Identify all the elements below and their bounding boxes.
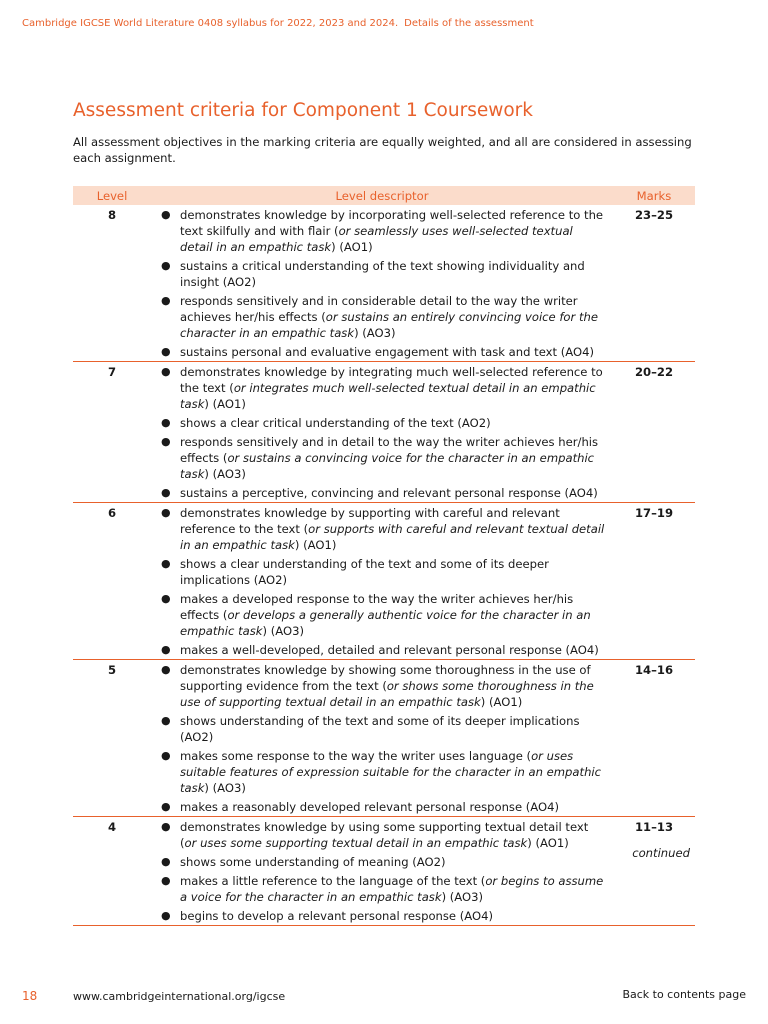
descriptor-item xyxy=(151,662,613,710)
marks-cell: 20–22 xyxy=(634,365,674,379)
descriptor-list xyxy=(151,662,613,815)
descriptor-text: makes a well-developed, detailed and relevant personal response (AO4) xyxy=(180,643,599,657)
descriptor-italic-text: or sustains an entirely convincing voice for the character in an empathic task xyxy=(180,310,599,340)
descriptor-text: ) (AO1) xyxy=(480,695,523,709)
descriptor-text: ) (AO1) xyxy=(527,836,569,850)
bullet-icon: ● xyxy=(161,259,171,272)
descriptor-list xyxy=(151,364,613,501)
bullet-icon: ● xyxy=(161,749,171,762)
descriptor-item xyxy=(151,344,613,360)
intro-paragraph: All assessment objectives in the marking criteria are equally weighted, and all are considered in assessing each assignment. xyxy=(73,135,692,165)
descriptor-text: makes a reasonably developed relevant personal response (AO4) xyxy=(180,800,560,814)
descriptor-italic-text: or develops a generally authentic voice for the character in an empathic task xyxy=(180,608,591,638)
descriptor-text: ) (AO1) xyxy=(331,240,373,254)
descriptor-text: ) (AO3) xyxy=(441,890,484,904)
descriptor-text: makes some response to the way the writer uses language ( xyxy=(180,749,532,763)
descriptor-italic-text: or begins to assume a voice for the character in an empathic task xyxy=(180,874,604,904)
bullet-icon: ● xyxy=(161,486,171,499)
descriptor-text: ) (AO1) xyxy=(204,397,246,411)
level-cell: 4 xyxy=(107,820,117,834)
descriptor-text: makes a developed response to the way the writer achieves her/his effects ( xyxy=(180,592,574,622)
running-header xyxy=(22,18,534,29)
descriptor-item xyxy=(151,556,613,588)
descriptor-list xyxy=(151,819,613,924)
descriptor-text: ) (AO3) xyxy=(354,326,396,340)
descriptor-item xyxy=(151,485,613,501)
descriptor-item xyxy=(151,591,613,639)
descriptor-text: shows a clear understanding of the text and some of its deeper implications (AO2) xyxy=(180,557,549,587)
marks-column-header: Marks xyxy=(613,186,695,205)
marks-cell: 14–16 xyxy=(634,663,674,677)
descriptor-item xyxy=(151,799,613,815)
descriptor-italic-text: or integrates much well-selected textual detail in an empathic task xyxy=(180,381,596,411)
bullet-icon: ● xyxy=(161,714,171,727)
descriptor-text: demonstrates knowledge by supporting with careful and relevant reference to the text ( xyxy=(180,506,560,536)
descriptor-item xyxy=(151,293,613,341)
descriptor-italic-text: or uses some supporting textual detail in an empathic task xyxy=(184,836,528,850)
table-row xyxy=(73,817,695,926)
bullet-icon: ● xyxy=(161,663,171,676)
bullet-icon: ● xyxy=(161,592,171,605)
bullet-icon: ● xyxy=(161,294,171,307)
descriptor-text: sustains a perceptive, convincing and relevant personal response (AO4) xyxy=(180,486,598,500)
descriptor-text: demonstrates knowledge by showing some thoroughness in the use of supporting evidence from the text ( xyxy=(180,663,591,693)
descriptor-item xyxy=(151,713,613,745)
descriptor-text: shows a clear critical understanding of the text (AO2) xyxy=(180,416,491,430)
descriptor-italic-text: or shows some thoroughness in the use of supporting textual detail in an empathic task xyxy=(180,679,594,709)
table-row xyxy=(73,660,695,817)
marks-cell: 23–25 xyxy=(634,208,674,222)
continued-note: continued xyxy=(632,846,690,860)
running-header-syllabus: Cambridge IGCSE World Literature 0408 syllabus for 2022, 2023 and 2024. xyxy=(22,18,399,29)
descriptor-item xyxy=(151,258,613,290)
level-cell: 5 xyxy=(107,663,117,677)
descriptor-text: responds sensitively and in detail to the way the writer achieves her/his effects ( xyxy=(180,435,599,465)
descriptor-text: makes a little reference to the language of the text ( xyxy=(180,874,486,888)
descriptor-item xyxy=(151,819,613,851)
assessment-criteria-table xyxy=(73,186,695,926)
descriptor-list xyxy=(151,505,613,658)
descriptor-italic-text: or supports with careful and relevant textual detail in an empathic task xyxy=(180,522,605,552)
descriptor-item xyxy=(151,748,613,796)
descriptor-text: ) (AO1) xyxy=(294,538,337,552)
descriptor-text: responds sensitively and in considerable detail to the way the writer achieves her/his effects ( xyxy=(180,294,578,324)
descriptor-text: begins to develop a relevant personal response (AO4) xyxy=(180,909,494,923)
descriptor-italic-text: or seamlessly uses well-selected textual detail in an empathic task xyxy=(180,224,573,254)
descriptor-item xyxy=(151,873,613,905)
bullet-icon: ● xyxy=(161,365,171,378)
bullet-icon: ● xyxy=(161,506,171,519)
marks-cell: 17–19 xyxy=(634,506,674,520)
descriptor-item xyxy=(151,364,613,412)
bullet-icon: ● xyxy=(161,643,171,656)
level-cell: 6 xyxy=(107,506,117,520)
descriptor-italic-text: or uses suitable features of expression suitable for the character in an empathic task xyxy=(180,749,602,795)
descriptor-item xyxy=(151,642,613,658)
bullet-icon: ● xyxy=(161,800,171,813)
descriptor-text: ) (AO3) xyxy=(204,781,246,795)
bullet-icon: ● xyxy=(161,820,171,833)
descriptor-text: demonstrates knowledge by integrating much well-selected reference to the text ( xyxy=(180,365,603,395)
descriptor-item xyxy=(151,854,613,870)
bullet-icon: ● xyxy=(161,208,171,221)
back-to-contents-link[interactable]: Back to contents page xyxy=(622,988,746,1001)
descriptor-list xyxy=(151,207,613,360)
level-cell: 7 xyxy=(107,365,117,379)
descriptor-item xyxy=(151,415,613,431)
footer-url: www.cambridgeinternational.org/igcse xyxy=(73,990,286,1003)
descriptor-item xyxy=(151,908,613,924)
table-row xyxy=(73,503,695,660)
bullet-icon: ● xyxy=(161,557,171,570)
bullet-icon: ● xyxy=(161,345,171,358)
bullet-icon: ● xyxy=(161,416,171,429)
descriptor-cell xyxy=(151,817,613,926)
table-body xyxy=(73,205,695,926)
descriptor-column-header: Level descriptor xyxy=(151,186,613,205)
page-title: Assessment criteria for Component 1 Coursework xyxy=(73,100,533,121)
level-cell: 8 xyxy=(107,208,117,222)
descriptor-text: demonstrates knowledge by using some supporting textual detail text ( xyxy=(180,820,589,850)
descriptor-text: shows understanding of the text and some of its deeper implications (AO2) xyxy=(180,714,580,744)
descriptor-item xyxy=(151,207,613,255)
table-row xyxy=(73,362,695,503)
table-row xyxy=(73,205,695,362)
table-header-row xyxy=(73,186,695,205)
level-column-header: Level xyxy=(73,186,151,205)
descriptor-item xyxy=(151,434,613,482)
descriptor-text: ) (AO3) xyxy=(204,467,246,481)
descriptor-text: ) (AO3) xyxy=(262,624,304,638)
descriptor-cell xyxy=(151,362,613,503)
marks-cell: 11–13 xyxy=(634,820,674,834)
descriptor-text: shows some understanding of meaning (AO2) xyxy=(180,855,446,869)
descriptor-italic-text: or sustains a convincing voice for the character in an empathic task xyxy=(180,451,595,481)
descriptor-cell xyxy=(151,660,613,817)
bullet-icon: ● xyxy=(161,435,171,448)
bullet-icon: ● xyxy=(161,909,171,922)
bullet-icon: ● xyxy=(161,855,171,868)
descriptor-item xyxy=(151,505,613,553)
descriptor-text: sustains a critical understanding of the text showing individuality and insight (AO2) xyxy=(180,259,585,289)
descriptor-text: demonstrates knowledge by incorporating well-selected reference to the text skilfully and with flair ( xyxy=(180,208,604,238)
descriptor-cell xyxy=(151,205,613,362)
descriptor-text: sustains personal and evaluative engagement with task and text (AO4) xyxy=(180,345,594,359)
running-header-section: Details of the assessment xyxy=(404,18,534,29)
page-number: 18 xyxy=(22,989,38,1003)
bullet-icon: ● xyxy=(161,874,171,887)
descriptor-cell xyxy=(151,503,613,660)
